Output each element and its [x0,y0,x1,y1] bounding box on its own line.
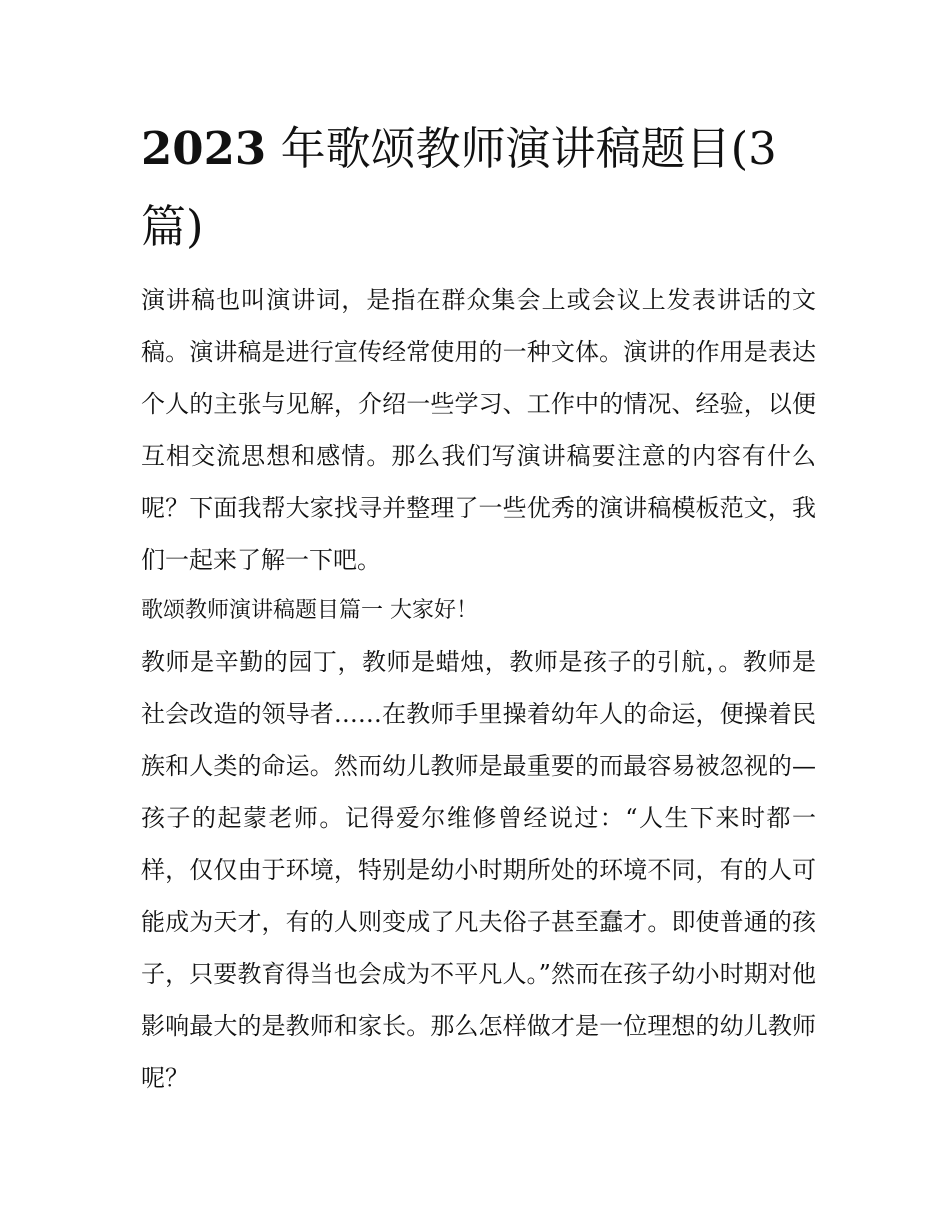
body-paragraph: 教师是辛勤的园丁，教师是蜡烛，教师是孩子的引航，。教师是社会改造的领导者……在教师手里操着幼年人的命运，便操着民族和人类的命运。然而幼儿教师是最重要的而最容易被忽视的—孩子的起蒙老师。记得爱尔维修曾经说过：“人生下来时都一样，仅仅由于环境，特别是幼小时期所处的环境不同，有的人可能成为天才，有的人则变成了凡夫俗子甚至蠢才。即使普通的孩子，只要教育得当也会成为不平凡人。”然而在孩子幼小时期对他影响最大的是教师和家长。那么怎样做才是一位理想的幼儿教师呢？ [141,648,816,1092]
title-text: 年歌颂教师演讲稿题目(3篇) [141,122,777,253]
section-heading: 歌颂教师演讲稿题目篇一 大家好！ [141,598,478,623]
document-content [141,110,816,1104]
title-year: 2023 [141,122,267,175]
intro-paragraph: 演讲稿也叫演讲词，是指在群众集会上或会议上发表讲话的文稿。演讲稿是进行宣传经常使用的一种文体。演讲的作用是表达个人的主张与见解，介绍一些学习、工作中的情况、经验，以便互相交流思想和感情。那么我们写演讲稿要注意的内容有什么呢？下面我帮大家找寻并整理了一些优秀的演讲稿模板范文，我们一起来了解一下吧。 [141,286,816,574]
document-title [141,110,801,266]
